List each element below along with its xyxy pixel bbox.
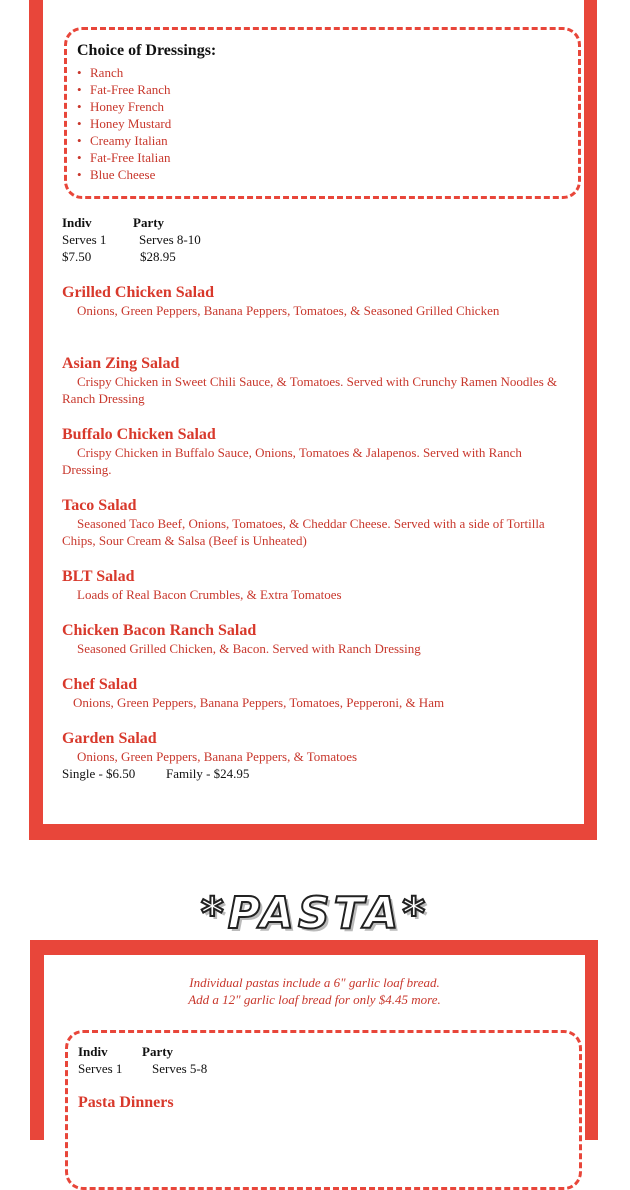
item-description: Crispy Chicken in Sweet Chili Sauce, & Tomatoes. Served with Crunchy Ramen Noodles & Ranch Dressing <box>62 374 558 406</box>
menu-item-taco-salad <box>62 496 567 549</box>
item-description: Onions, Green Peppers, Banana Peppers, & Tomatoes <box>77 749 358 764</box>
pasta-note-line-2: Add a 12" garlic loaf bread for only $4.45 more. <box>188 992 441 1007</box>
garden-family-price: Family - $24.95 <box>166 766 250 781</box>
dressing-item: • Blue Cheese <box>77 167 156 182</box>
menu-item-chef-salad <box>62 675 567 711</box>
salads-panel <box>29 0 597 840</box>
item-name: BLT Salad <box>62 568 135 585</box>
indiv-serves: Serves 1 <box>62 232 107 247</box>
item-description: Loads of Real Bacon Crumbles, & Extra Tomatoes <box>77 587 342 602</box>
garden-single-price: Single - $6.50 <box>62 766 136 781</box>
dressing-item: • Creamy Italian <box>77 133 168 148</box>
pasta-dinners-box <box>65 1030 582 1190</box>
garden-salad-prices <box>62 766 249 782</box>
dressing-item: • Ranch <box>77 65 124 80</box>
pasta-dinners-heading: Pasta Dinners <box>78 1094 174 1111</box>
party-serves: Serves 8-10 <box>139 232 201 247</box>
salad-price-grid <box>62 214 201 265</box>
pasta-section-title: *PASTA* <box>200 888 430 939</box>
item-description: Seasoned Grilled Chicken, & Bacon. Served with Ranch Dressing <box>77 641 421 656</box>
menu-item-grilled-chicken-salad <box>62 283 567 319</box>
menu-item-asian-zing-salad <box>62 354 567 407</box>
menu-item-buffalo-chicken-salad <box>62 425 567 478</box>
item-description: Seasoned Taco Beef, Onions, Tomatoes, & Cheddar Cheese. Served with a side of Tortilla Chips, Sour Cream & Salsa (Beef is Unheated) <box>62 516 545 548</box>
pasta-note-line-1: Individual pastas include a 6" garlic loaf bread. <box>189 975 440 990</box>
menu-item-blt-salad <box>62 567 567 603</box>
indiv-label: Indiv <box>62 215 92 230</box>
dressing-item: • Honey Mustard <box>77 116 172 131</box>
item-description: Onions, Green Peppers, Banana Peppers, Tomatoes, & Seasoned Grilled Chicken <box>77 303 500 318</box>
party-label: Party <box>142 1044 174 1059</box>
dressing-item: • Fat-Free Ranch <box>77 82 171 97</box>
party-serves: Serves 5-8 <box>152 1061 208 1076</box>
dressing-item: • Fat-Free Italian <box>77 150 171 165</box>
indiv-price: $7.50 <box>62 249 92 264</box>
item-name: Buffalo Chicken Salad <box>62 426 216 443</box>
dressings-list <box>77 64 171 183</box>
item-name: Taco Salad <box>62 497 137 514</box>
item-name: Asian Zing Salad <box>62 355 180 372</box>
menu-item-garden-salad <box>62 729 567 765</box>
dressings-box <box>64 27 581 199</box>
pasta-panel-content <box>44 955 585 1140</box>
item-description: Crispy Chicken in Buffalo Sauce, Onions, Tomatoes & Jalapenos. Served with Ranch Dressing. <box>62 445 522 477</box>
item-name: Garden Salad <box>62 730 157 747</box>
indiv-label: Indiv <box>78 1044 108 1059</box>
item-name: Grilled Chicken Salad <box>62 284 215 301</box>
party-label: Party <box>133 215 165 230</box>
party-price: $28.95 <box>140 249 176 264</box>
dressings-title: Choice of Dressings: <box>77 42 217 59</box>
dressing-item: • Honey French <box>77 99 165 114</box>
item-description: Onions, Green Peppers, Banana Peppers, Tomatoes, Pepperoni, & Ham <box>73 695 445 710</box>
item-name: Chicken Bacon Ranch Salad <box>62 622 257 639</box>
menu-item-chicken-bacon-ranch-salad <box>62 621 567 657</box>
salads-panel-content <box>43 0 584 824</box>
pasta-panel <box>30 940 598 1140</box>
item-name: Chef Salad <box>62 676 138 693</box>
pasta-price-grid <box>78 1043 207 1077</box>
indiv-serves: Serves 1 <box>78 1061 123 1076</box>
